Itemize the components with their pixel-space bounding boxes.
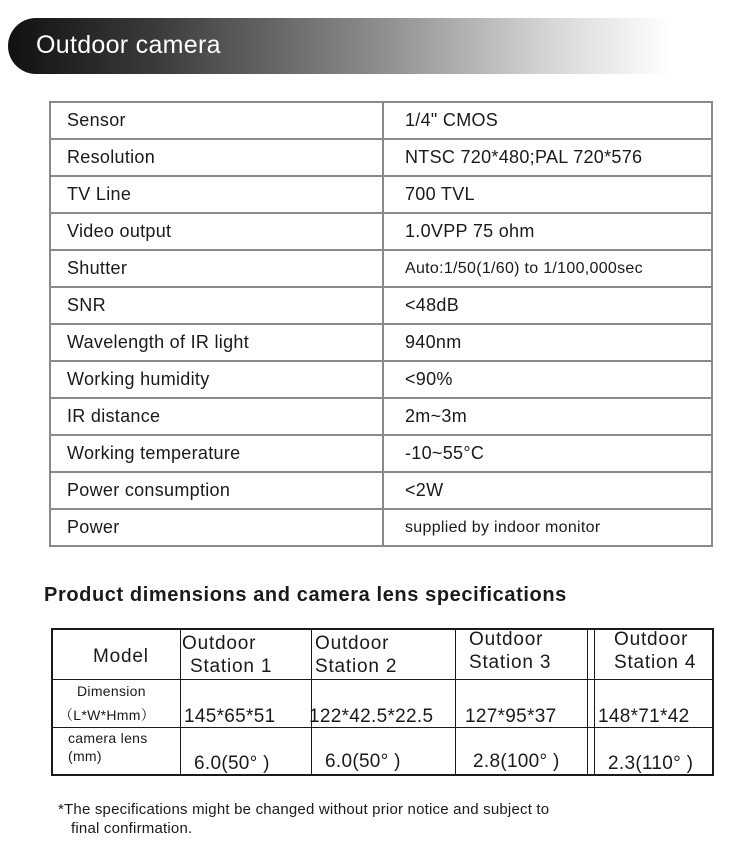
station-header-line1: Outdoor	[614, 629, 689, 650]
table-row	[50, 250, 712, 287]
spec-value: <2W	[383, 472, 712, 509]
table-row	[50, 287, 712, 324]
table-row	[50, 324, 712, 361]
spec-label: Wavelength of IR light	[50, 324, 383, 361]
dimension-label: Dimension	[77, 683, 146, 699]
table-row	[50, 102, 712, 139]
spec-label: Power	[50, 509, 383, 546]
table-row	[50, 213, 712, 250]
title-banner	[8, 18, 670, 74]
footnote-line: final confirmation.	[71, 820, 193, 837]
dimension-value: 122*42.5*22.5	[309, 706, 434, 727]
column-divider	[594, 628, 595, 774]
column-divider	[455, 628, 456, 774]
lens-unit: (mm)	[68, 748, 102, 764]
spec-label: SNR	[50, 287, 383, 324]
table-row	[50, 139, 712, 176]
spec-value: Auto:1/50(1/60) to 1/100,000sec	[383, 250, 712, 287]
table-row	[50, 361, 712, 398]
spec-value: -10~55°C	[383, 435, 712, 472]
spec-label: IR distance	[50, 398, 383, 435]
spec-value: 2m~3m	[383, 398, 712, 435]
spec-value: 940nm	[383, 324, 712, 361]
lens-label: camera lens	[68, 730, 148, 746]
row-divider	[51, 679, 713, 680]
spec-value: <48dB	[383, 287, 712, 324]
dimension-value: 127*95*37	[465, 706, 557, 727]
spec-table	[49, 101, 713, 547]
page-title: Outdoor camera	[36, 31, 221, 59]
table-row	[50, 176, 712, 213]
station-header-line1: Outdoor	[469, 629, 544, 650]
section-title: Product dimensions and camera lens specifications	[44, 584, 567, 606]
spec-label: TV Line	[50, 176, 383, 213]
station-header-line2: Station 2	[315, 656, 398, 677]
spec-value: 700 TVL	[383, 176, 712, 213]
spec-value: NTSC 720*480;PAL 720*576	[383, 139, 712, 176]
station-header-line2: Station 1	[190, 656, 273, 677]
lens-value: 2.3(110° )	[608, 753, 694, 774]
lens-value: 6.0(50° )	[325, 751, 401, 772]
spec-label: Shutter	[50, 250, 383, 287]
lens-value: 2.8(100° )	[473, 751, 560, 772]
spec-label: Video output	[50, 213, 383, 250]
dimension-unit: （L*W*Hmm）	[59, 707, 156, 723]
spec-label: Working temperature	[50, 435, 383, 472]
station-header-line2: Station 3	[469, 652, 552, 673]
column-divider	[180, 628, 181, 774]
table-row	[50, 435, 712, 472]
dimension-value: 148*71*42	[598, 706, 690, 727]
spec-label: Power consumption	[50, 472, 383, 509]
spec-value: 1/4" CMOS	[383, 102, 712, 139]
spec-label: Resolution	[50, 139, 383, 176]
station-header-line1: Outdoor	[315, 633, 390, 654]
spec-value: <90%	[383, 361, 712, 398]
table-row	[50, 472, 712, 509]
footnote	[58, 800, 549, 838]
footnote-line: *The specifications might be changed without prior notice and subject to	[58, 801, 550, 818]
table-row	[50, 398, 712, 435]
dimensions-table	[51, 628, 713, 775]
column-divider	[587, 628, 588, 774]
column-divider	[311, 628, 312, 774]
model-header: Model	[93, 646, 149, 667]
table-row	[50, 509, 712, 546]
spec-label: Working humidity	[50, 361, 383, 398]
lens-value: 6.0(50° )	[194, 753, 270, 774]
spec-label: Sensor	[50, 102, 383, 139]
dimension-value: 145*65*51	[184, 706, 276, 727]
spec-value: 1.0VPP 75 ohm	[383, 213, 712, 250]
spec-value: supplied by indoor monitor	[383, 509, 712, 546]
station-header-line2: Station 4	[614, 652, 697, 673]
station-header-line1: Outdoor	[182, 633, 257, 654]
